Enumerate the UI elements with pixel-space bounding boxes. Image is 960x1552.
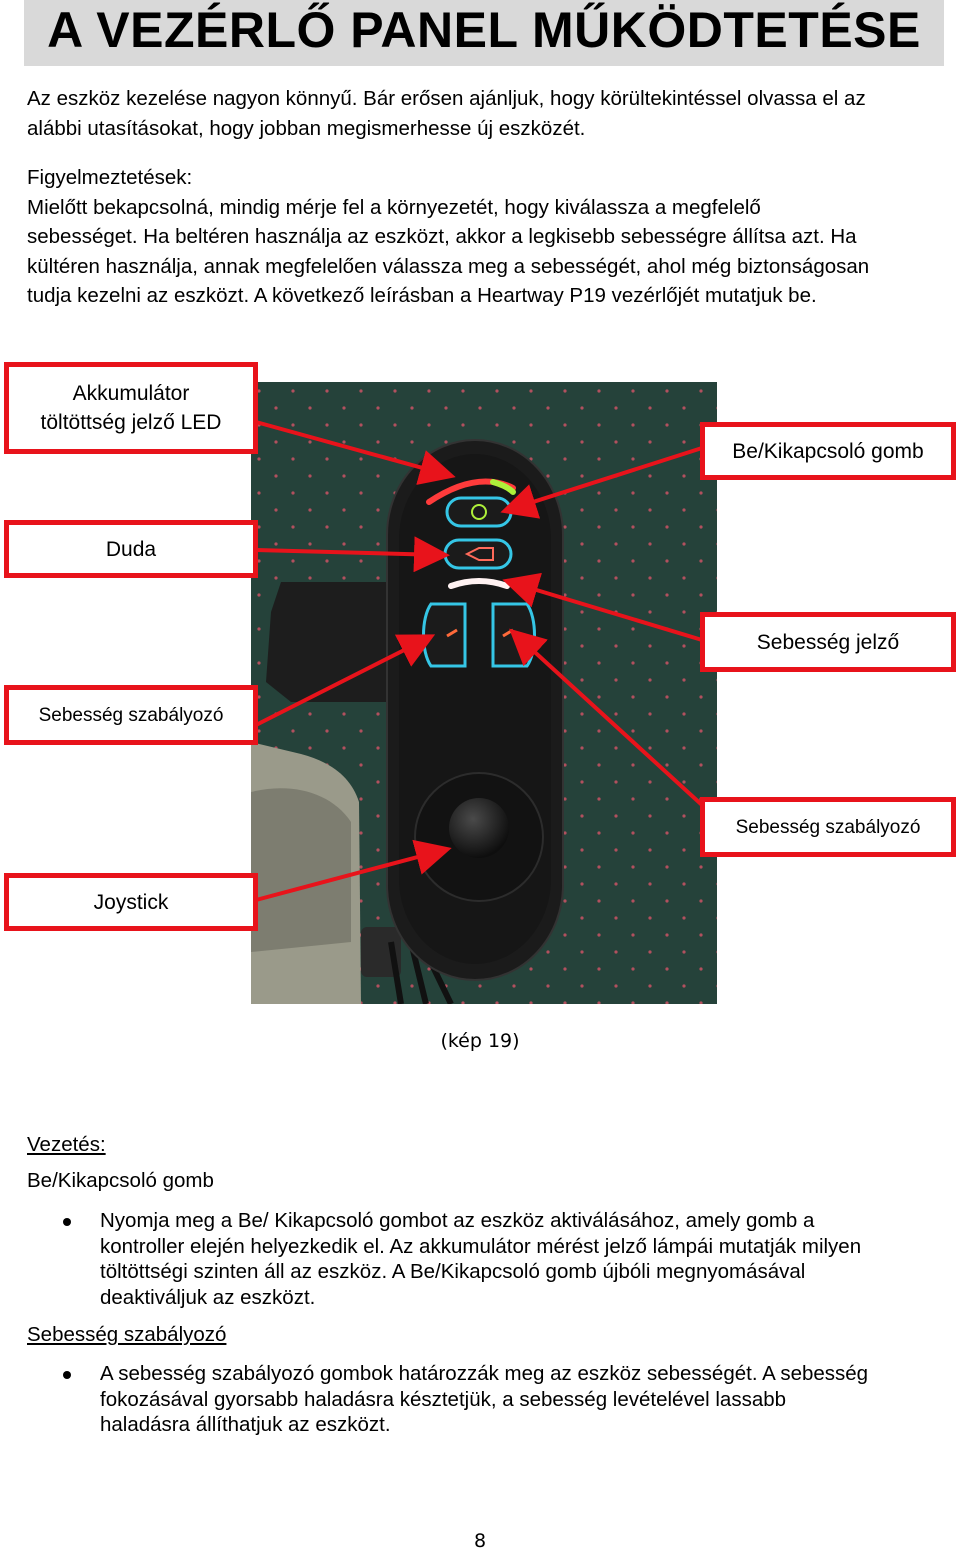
bullet-line: A sebesség szabályozó gombok határozzák meg az eszköz sebességét. A sebesség <box>100 1362 869 1385</box>
figure-caption: (kép 19) <box>440 1030 520 1052</box>
title-bar <box>24 0 944 66</box>
speed-heading: Sebesség szabályozó <box>27 1323 227 1346</box>
intro-line: alábbi utasításokat, hogy jobban megismerhesse új eszközét. <box>27 116 586 140</box>
power-heading-block <box>27 1166 427 1196</box>
intro-line: Az eszköz kezelése nagyon könnyű. Bár erősen ajánljuk, hogy körültekintéssel olvassa el az <box>27 87 866 110</box>
callout-label: töltöttség jelző LED <box>40 411 222 434</box>
page-title: A VEZÉRLŐ PANEL MŰKÖDTETÉSE <box>47 2 921 58</box>
bullet-dot <box>63 1371 71 1379</box>
intro-paragraph <box>27 84 942 143</box>
callout-label: Be/Kikapcsoló gomb <box>732 439 924 463</box>
callout-label: Sebesség jelző <box>756 630 900 654</box>
callout-label: Joystick <box>93 890 169 914</box>
bullet-line: Nyomja meg a Be/ Kikapcsoló gombot az eszköz aktiválásához, amely gomb a <box>100 1209 815 1232</box>
speed-heading-block <box>27 1320 427 1350</box>
callout-label: Akkumulátor <box>72 382 190 405</box>
warnings-section <box>27 163 942 311</box>
bullet-line: fokozásával gyorsabb haladásra késztetjük, a sebesség levételével lassabb <box>100 1387 787 1411</box>
bullet-line: töltöttségi szinten áll az eszköz. A Be/Kikapcsoló gomb újbóli megnyomásával <box>100 1260 806 1283</box>
callout-label: Sebesség szabályozó <box>38 704 224 726</box>
driving-heading-block <box>27 1130 427 1160</box>
warnings-line: tudja kezelni az eszközt. A következő leírásban a Heartway P19 vezérlőjét mutatjuk be. <box>27 284 817 307</box>
controller-photo <box>251 382 717 1004</box>
page-number: 8 <box>473 1530 487 1552</box>
warnings-line: Mielőtt bekapcsolná, mindig mérje fel a környezetét, hogy kiválassza a megfelelő <box>27 195 761 219</box>
joystick-callout <box>4 873 258 931</box>
bullet-line: deaktiváljuk az eszközt. <box>100 1285 316 1309</box>
callout-label: Sebesség szabályozó <box>735 816 921 838</box>
driving-heading: Vezetés: <box>27 1133 106 1156</box>
speed-bullet <box>100 1361 940 1438</box>
speed-control-right-callout <box>700 797 956 857</box>
power-bullet <box>100 1208 940 1310</box>
callout-label: Duda <box>105 537 157 561</box>
speed-indicator-callout <box>700 612 956 672</box>
warnings-line: kültéren használja, annak megfelelően válassza meg a sebességét, ahol még biztonságosan <box>27 254 870 278</box>
battery-led-callout <box>4 362 258 454</box>
power-heading: Be/Kikapcsoló gomb <box>27 1169 214 1192</box>
controller-figure <box>0 360 960 1020</box>
speed-control-left-callout <box>4 685 258 745</box>
power-button-callout <box>700 422 956 480</box>
horn-callout <box>4 520 258 578</box>
warnings-heading: Figyelmeztetések: <box>27 166 193 189</box>
controller-illustration <box>251 382 717 1004</box>
warnings-line: sebességet. Ha beltéren használja az eszközt, akkor a legkisebb sebességre állítsa azt. Ha <box>27 225 857 248</box>
bullet-line: haladásra állíthatjuk az eszközt. <box>100 1413 391 1436</box>
bullet-line: kontroller elején helyezkedik el. Az akkumulátor mérést jelző lámpái mutatják milyen <box>100 1234 862 1258</box>
bullet-dot <box>63 1218 71 1226</box>
